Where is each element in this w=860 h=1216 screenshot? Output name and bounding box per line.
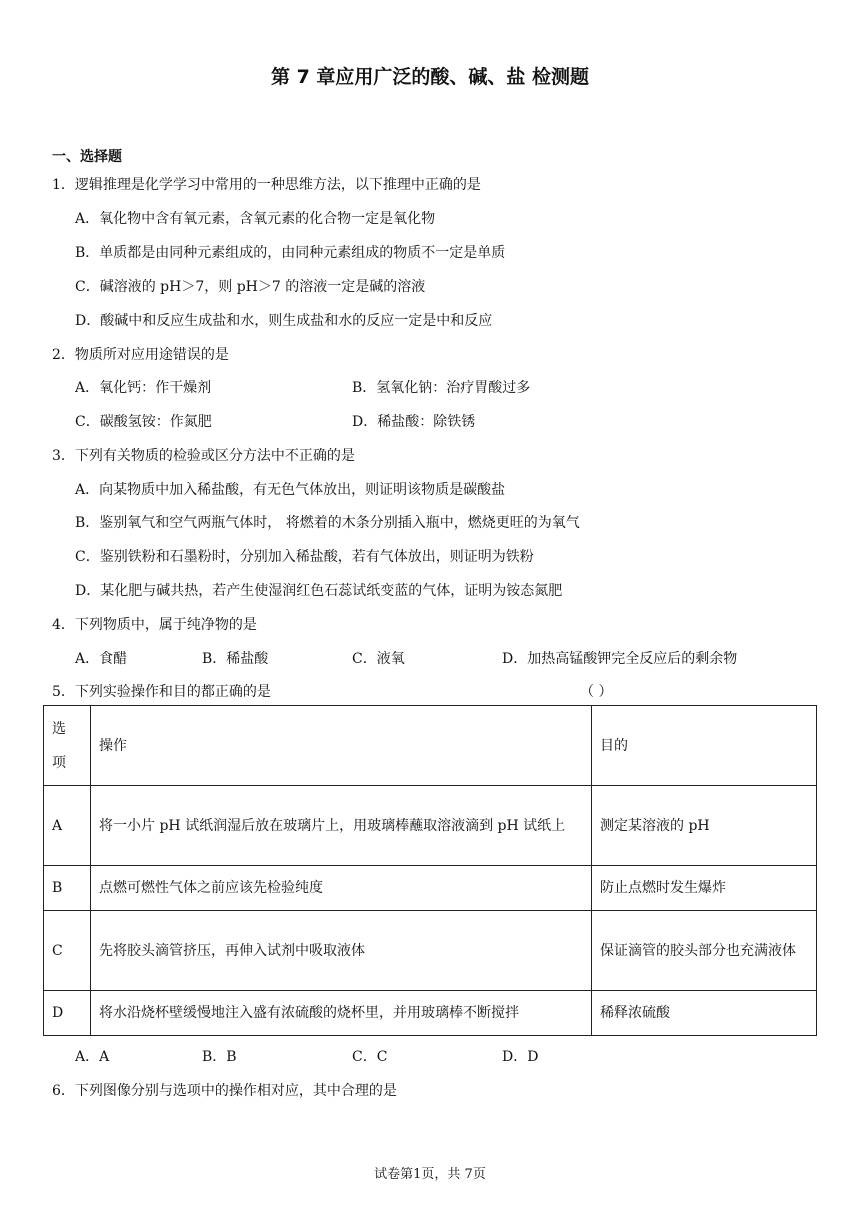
question-3-option-a: A．向某物质中加入稀盐酸，有无色气体放出，则证明该物质是碳酸盐	[75, 482, 506, 498]
row-operation: 将水沿烧杯壁缓慢地注入盛有浓硫酸的烧杯里，并用玻璃棒不断搅拌	[91, 991, 592, 1036]
table-row	[44, 991, 817, 1036]
question-6-stem: 6．下列图像分别与选项中的操作相对应，其中合理的是	[52, 1083, 397, 1099]
row-operation: 将一小片 pH 试纸润湿后放在玻璃片上，用玻璃棒蘸取溶液滴到 pH 试纸上	[91, 786, 592, 866]
row-operation: 先将胶头滴管挤压，再伸入试剂中吸取液体	[91, 911, 592, 991]
row-key: B	[44, 866, 91, 911]
question-1-option-a: A．氧化物中含有氧元素，含氧元素的化合物一定是氧化物	[75, 211, 436, 227]
header-operation: 操作	[91, 706, 592, 786]
question-3-option-c: C．鉴别铁粉和石墨粉时，分别加入稀盐酸，若有气体放出，则证明为铁粉	[75, 549, 534, 565]
header-option: 选项	[44, 706, 91, 786]
row-key: C	[44, 911, 91, 991]
row-purpose: 稀释浓硫酸	[592, 991, 817, 1036]
answer-bracket: （ ）	[580, 684, 613, 700]
page-footer: 试卷第1页，共 7页	[374, 1167, 486, 1182]
question-2-option-b: B．氢氧化钠：治疗胃酸过多	[352, 380, 531, 396]
question-3-stem: 3．下列有关物质的检验或区分方法中不正确的是	[52, 448, 355, 464]
question-5-table	[43, 705, 817, 1036]
question-5-stem: 5．下列实验操作和目的都正确的是	[52, 684, 271, 700]
row-key: D	[44, 991, 91, 1036]
question-4-option-b: B．稀盐酸	[202, 651, 269, 667]
question-5-option-d: D．D	[502, 1049, 539, 1065]
question-4-option-c: C．液氧	[352, 651, 405, 667]
page-title: 第 7 章应用广泛的酸、碱、盐 检测题	[270, 66, 590, 88]
question-1-option-d: D．酸碱中和反应生成盐和水，则生成盐和水的反应一定是中和反应	[75, 313, 493, 329]
question-2-stem: 2．物质所对应用途错误的是	[52, 347, 229, 363]
section-heading: 一、选择题	[52, 149, 122, 165]
row-purpose: 防止点燃时发生爆炸	[592, 866, 817, 911]
table-row	[44, 911, 817, 991]
table-row	[44, 786, 817, 866]
question-1-option-b: B．单质都是由同种元素组成的，由同种元素组成的物质不一定是单质	[75, 245, 506, 261]
question-2-option-a: A．氧化钙：作干燥剂	[75, 380, 212, 396]
row-operation: 点燃可燃性气体之前应该先检验纯度	[91, 866, 592, 911]
question-4-option-a: A．食醋	[75, 651, 128, 667]
question-4-option-d: D．加热高锰酸钾完全反应后的剩余物	[502, 651, 738, 667]
question-3-option-b: B．鉴别氧气和空气两瓶气体时， 将燃着的木条分别插入瓶中，燃烧更旺的为氧气	[75, 515, 580, 531]
header-purpose: 目的	[592, 706, 817, 786]
question-1-stem: 1．逻辑推理是化学学习中常用的一种思维方法，以下推理中正确的是	[52, 177, 481, 193]
table-row	[44, 866, 817, 911]
row-purpose: 测定某溶液的 pH	[592, 786, 817, 866]
row-purpose: 保证滴管的胶头部分也充满液体	[592, 911, 817, 991]
row-key: A	[44, 786, 91, 866]
question-5-option-c: C．C	[352, 1049, 388, 1065]
question-2-option-c: C．碳酸氢铵：作氮肥	[75, 414, 212, 430]
question-4-stem: 4．下列物质中，属于纯净物的是	[52, 617, 257, 633]
table-header-row	[44, 706, 817, 786]
question-2-option-d: D．稀盐酸：除铁锈	[352, 414, 476, 430]
question-1-option-c: C．碱溶液的 pH＞7，则 pH＞7 的溶液一定是碱的溶液	[75, 279, 426, 295]
question-5-option-b: B．B	[202, 1049, 237, 1065]
question-5-option-a: A．A	[75, 1049, 110, 1065]
question-3-option-d: D．某化肥与碱共热，若产生使湿润红色石蕊试纸变蓝的气体，证明为铵态氮肥	[75, 583, 563, 599]
